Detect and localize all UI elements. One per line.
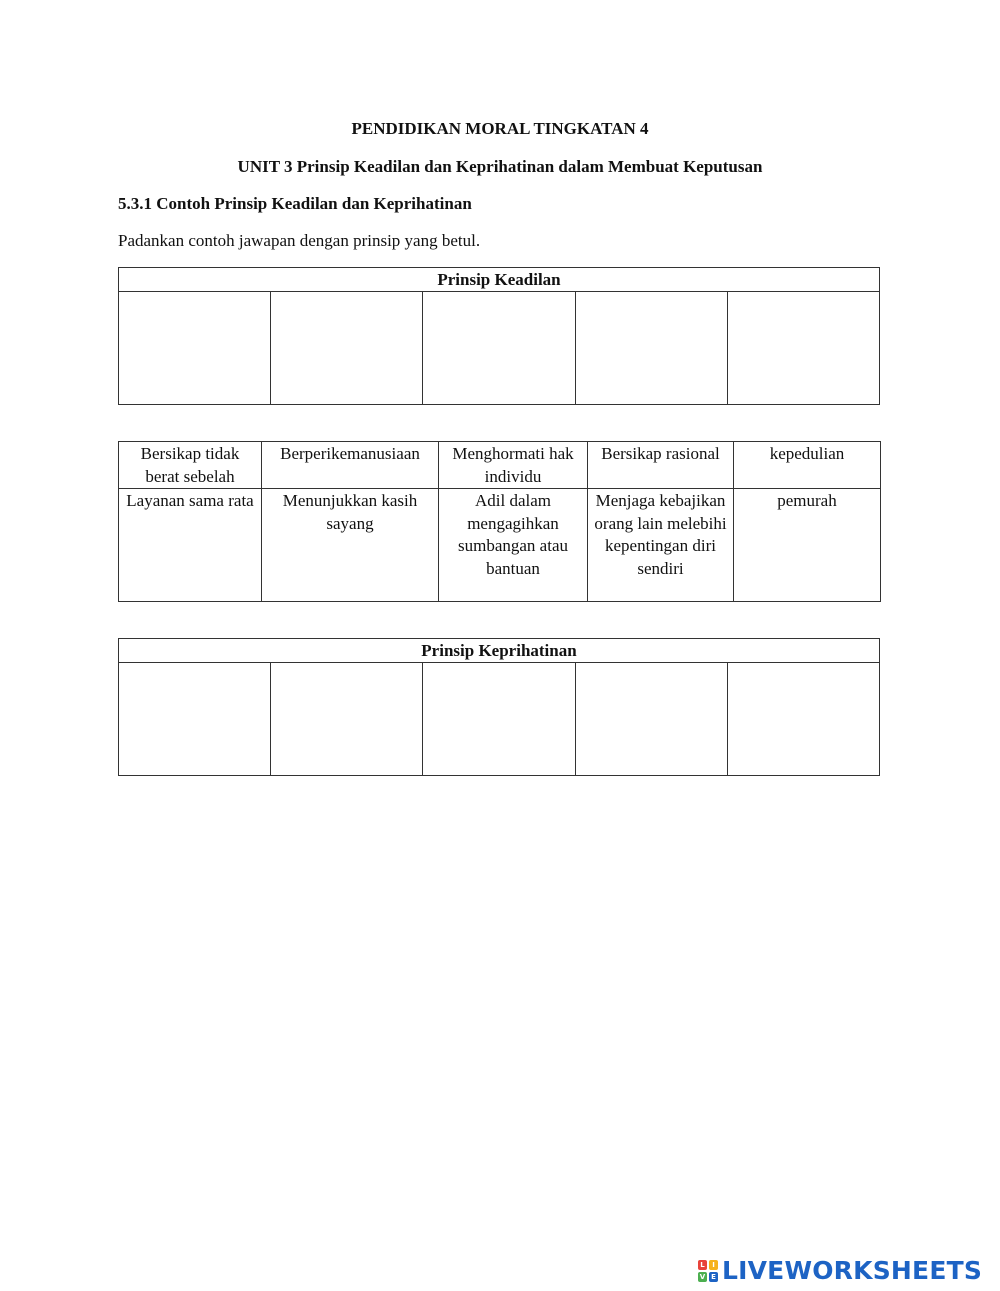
- keadilan-drop-slot-2[interactable]: [271, 292, 423, 405]
- logo-letter: V: [699, 1273, 706, 1281]
- document-title: PENDIDIKAN MORAL TINGKATAN 4: [351, 119, 649, 138]
- word-card[interactable]: Layanan sama rata: [119, 489, 262, 602]
- word-card[interactable]: Bersikap rasional: [588, 442, 734, 489]
- word-card[interactable]: Menjaga kebajikan orang lain melebihi kepentingan diri sendiri: [588, 489, 734, 602]
- keadilan-answer-table: [118, 267, 880, 405]
- word-card[interactable]: pemurah: [734, 489, 881, 602]
- keprihatinan-heading: Prinsip Keprihatinan: [119, 639, 880, 663]
- logo-letter: E: [709, 1272, 718, 1282]
- keprihatinan-drop-slot-2[interactable]: [271, 663, 423, 776]
- unit-title: UNIT 3 Prinsip Keadilan dan Keprihatinan dalam Membuat Keputusan: [237, 157, 763, 176]
- word-bank-table: [118, 441, 881, 602]
- logo-letter: I: [709, 1260, 718, 1270]
- word-card[interactable]: Adil dalam mengagihkan sumbangan atau bantuan: [439, 489, 588, 602]
- keprihatinan-drop-slot-1[interactable]: [119, 663, 271, 776]
- brand-name: LIVEWORKSHEETS: [722, 1256, 983, 1285]
- keprihatinan-drop-slot-3[interactable]: [423, 663, 575, 776]
- keadilan-heading: Prinsip Keadilan: [119, 268, 880, 292]
- word-card[interactable]: kepedulian: [734, 442, 881, 489]
- liveworksheets-logo: [698, 1256, 982, 1286]
- word-card[interactable]: Berperikemanusiaan: [262, 442, 439, 489]
- keprihatinan-drop-slot-5[interactable]: [727, 663, 879, 776]
- word-card[interactable]: Menunjukkan kasih sayang: [262, 489, 439, 602]
- keadilan-drop-slot-1[interactable]: [119, 292, 271, 405]
- keadilan-drop-slot-3[interactable]: [423, 292, 575, 405]
- keadilan-drop-slot-5[interactable]: [727, 292, 879, 405]
- keadilan-drop-slot-4[interactable]: [575, 292, 727, 405]
- instruction-text: Padankan contoh jawapan dengan prinsip yang betul.: [118, 231, 481, 250]
- word-card[interactable]: Bersikap tidak berat sebelah: [119, 442, 262, 489]
- logo-letter: L: [698, 1260, 707, 1270]
- logo-mark-icon: [698, 1260, 718, 1282]
- word-card[interactable]: Menghormati hak individu: [439, 442, 588, 489]
- section-heading: 5.3.1 Contoh Prinsip Keadilan dan Keprihatinan: [118, 194, 472, 213]
- keprihatinan-answer-table: [118, 638, 880, 776]
- keprihatinan-drop-slot-4[interactable]: [575, 663, 727, 776]
